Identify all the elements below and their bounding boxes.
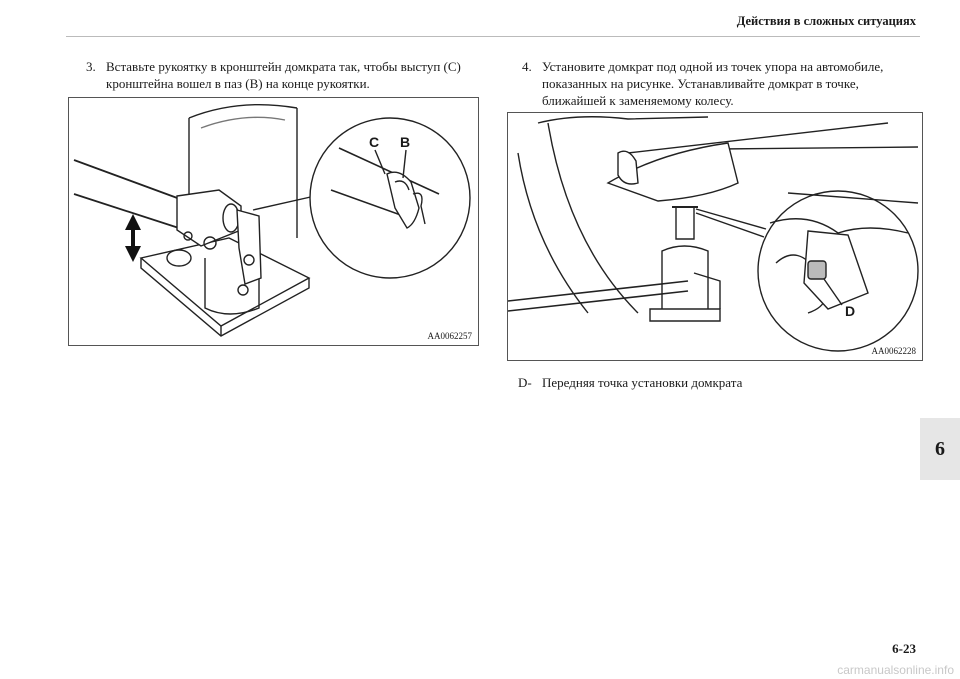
callout-d: D xyxy=(845,303,856,319)
jack-handle-illustration xyxy=(68,97,479,346)
jack-placement-drawing xyxy=(508,113,922,360)
section-header-title: Действия в сложных ситуациях xyxy=(736,14,916,28)
page-number: 6-23 xyxy=(892,641,916,656)
step-number: 4. xyxy=(522,59,532,74)
step-text: Установите домкрат под одной из точек упора на автомобиле, показанных на рисунке. Устанавливайте домкрат в точке, ближайшей к заменяемому колесу. xyxy=(542,59,884,108)
step-text: Вставьте рукоятку в кронштейн домкрата так, чтобы выступ (C) кронштейна вошел в паз (B) на конце рукоятки. xyxy=(106,59,461,91)
legend-text: Передняя точка установки домкрата xyxy=(542,375,743,390)
chapter-tab: 6 xyxy=(920,418,960,480)
instruction-step-3 xyxy=(86,58,481,92)
jack-placement-illustration xyxy=(507,112,923,361)
callout-c: C xyxy=(369,134,380,150)
jack-handle-drawing xyxy=(69,98,478,345)
header-divider xyxy=(66,36,920,37)
watermark: carmanualsonline.info xyxy=(837,663,954,677)
callout-b: B xyxy=(400,134,411,150)
figure-legend xyxy=(518,375,742,391)
figure-code: AA0062257 xyxy=(427,331,472,341)
step-number: 3. xyxy=(86,59,96,74)
legend-key: D- xyxy=(518,375,532,390)
figure-code: AA0062228 xyxy=(871,346,916,356)
instruction-step-4 xyxy=(522,58,922,109)
